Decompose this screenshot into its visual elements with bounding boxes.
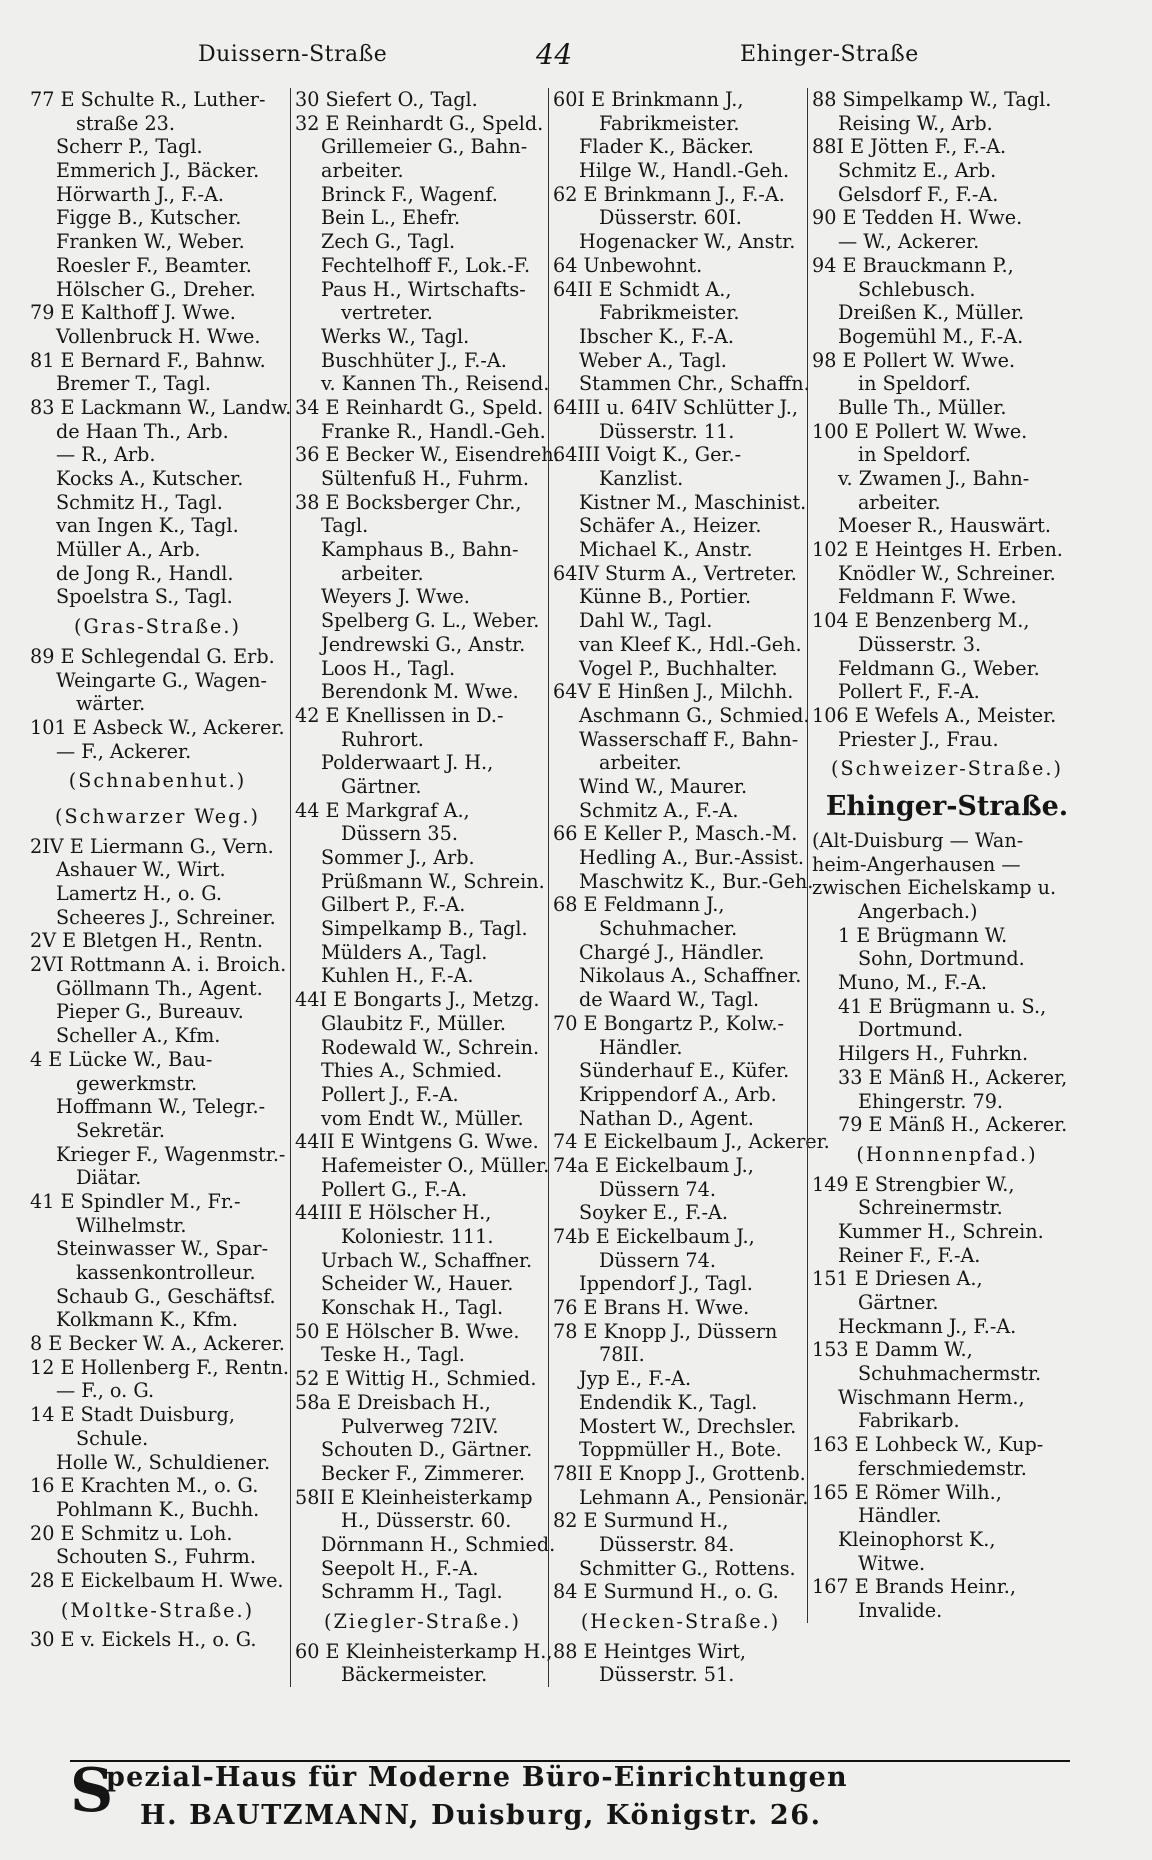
directory-entry-line: 74b E Eickelbaum J., — [553, 1225, 755, 1248]
directory-entry-line: 81 E Bernard F., Bahnw. — [30, 348, 266, 372]
directory-entry-line: 38 E Bocksberger Chr., — [295, 490, 522, 514]
directory-entry-line: 76 E Brans H. Wwe. — [553, 1296, 750, 1320]
directory-entry-line: 74a E Eickelbaum J., — [553, 1153, 754, 1177]
directory-entry-line: Pollert F., F.-A. — [838, 680, 980, 704]
directory-entry-line: Kamphaus B., Bahn- — [321, 538, 519, 562]
directory-entry-line: Düsserstr. 51. — [599, 1663, 735, 1687]
directory-entry-line: Feldmann F. Wwe. — [838, 585, 1017, 609]
directory-entry-line: Grillemeier G., Bahn- — [321, 135, 528, 159]
directory-entry-line: Schule. — [76, 1426, 149, 1450]
directory-entry-line: Lehmann A., Pensionär. — [579, 1485, 809, 1509]
directory-entry-line: 58II E Kleinheisterkamp — [295, 1485, 533, 1509]
directory-entry-line: Gilbert P., F.-A. — [321, 893, 466, 917]
directory-entry-line: Sekretär. — [76, 1118, 165, 1142]
directory-entry-line: 84 E Surmund H., o. G. — [553, 1580, 779, 1604]
directory-entry-line: Künne B., Portier. — [579, 585, 752, 609]
directory-entry-line: Koloniestr. 111. — [341, 1225, 494, 1248]
directory-entry-line: Scheller A., Kfm. — [56, 1024, 221, 1048]
directory-entry-line: Tagl. — [321, 514, 369, 538]
directory-entry-line: 8 E Becker W. A., Ackerer. — [30, 1332, 285, 1356]
directory-entry-line: Reiner F., F.-A. — [838, 1243, 981, 1267]
directory-entry-line: Spelberg G. L., Weber. — [321, 609, 540, 633]
directory-entry-line: 66 E Keller P., Masch.-M. — [553, 822, 798, 846]
directory-entry-line: Pollert G., F.-A. — [321, 1177, 468, 1201]
directory-entry-line: 4 E Lücke W., Bau- — [30, 1047, 213, 1071]
directory-entry-line: 52 E Wittig H., Schmied. — [295, 1367, 537, 1391]
directory-entry-line: 167 E Brands Heinr., — [812, 1575, 1016, 1599]
directory-entry-line: 34 E Reinhardt G., Speld. — [295, 395, 544, 419]
directory-column-3 — [548, 88, 830, 1687]
directory-entry-line: 62 E Brinkmann J., F.-A. — [553, 182, 785, 206]
directory-entry-line: Gärtner. — [858, 1291, 939, 1314]
directory-entry-line: Göllmann Th., Agent. — [56, 976, 263, 1000]
directory-entry-line: Reising W., Arb. — [838, 111, 993, 135]
directory-entry-line: 101 E Asbeck W., Ackerer. — [30, 715, 285, 739]
directory-entry-line: 88 Simpelkamp W., Tagl. — [812, 88, 1052, 111]
directory-entry-line: 1 E Brügmann W. — [838, 923, 1008, 947]
directory-entry-line: Prüßmann W., Schrein. — [321, 869, 545, 893]
directory-entry-line: Ashauer W., Wirt. — [56, 858, 226, 882]
directory-entry-line: Scherr P., Tagl. — [56, 135, 203, 159]
directory-entry-line: Fabrikmeister. — [599, 111, 740, 135]
directory-entry-line: Schreinermstr. — [858, 1196, 1003, 1220]
directory-entry-line: Zech G., Tagl. — [321, 230, 456, 254]
directory-entry-line: Mostert W., Drechsler. — [579, 1414, 797, 1438]
directory-entry-line: 89 E Schlegendal G. Erb. — [30, 644, 275, 668]
advertisement-banner — [70, 1756, 1070, 1840]
directory-entry-line: Moeser R., Hauswärt. — [838, 514, 1051, 538]
directory-entry-line: Buschhüter J., F.-A. — [321, 348, 507, 372]
directory-entry-line: Ruhrort. — [341, 727, 424, 751]
directory-entry-line: Schramm H., Tagl. — [321, 1580, 503, 1604]
directory-entry-line: 36 E Becker W., Eisendreh. — [295, 443, 560, 467]
directory-entry-line: vom Endt W., Müller. — [321, 1106, 524, 1130]
directory-entry-line: Schaub G., Geschäftsf. — [56, 1284, 276, 1308]
directory-entry-line: Franke R., Handl.-Geh. — [321, 419, 546, 443]
directory-entry-line: straße 23. — [76, 111, 175, 135]
directory-entry-line: Kummer H., Schrein. — [838, 1219, 1044, 1243]
advertisement-initial: S — [70, 1756, 114, 1826]
directory-entry-line: Ehingerstr. 79. — [858, 1089, 1004, 1113]
directory-entry-line: zwischen Eichelskamp u. — [812, 876, 1057, 900]
cross-street-label: (Schwarzer Weg.) — [55, 804, 260, 828]
directory-entry-line: in Speldorf. — [858, 372, 972, 396]
directory-entry-line: Hilgers H., Fuhrkn. — [838, 1042, 1029, 1066]
directory-entry-line: 100 E Pollert W. Wwe. — [812, 419, 1028, 443]
directory-entry-line: gewerkmstr. — [76, 1071, 198, 1095]
directory-entry-line: Sültenfuß H., Fuhrm. — [321, 467, 529, 490]
directory-entry-line: 30 E v. Eickels H., o. G. — [30, 1628, 257, 1652]
directory-entry-line: Toppmüller H., Bote. — [579, 1438, 782, 1462]
cross-street-label: (Schnabenhut.) — [68, 769, 247, 793]
directory-entry-line: Kanzlist. — [599, 467, 684, 490]
directory-entry-line: Teske H., Tagl. — [321, 1343, 465, 1367]
directory-entry-line: Bäckermeister. — [341, 1663, 488, 1687]
directory-entry-line: 83 E Lackmann W., Landw. — [30, 395, 292, 419]
directory-entry-line: 64IV Sturm A., Vertreter. — [553, 561, 797, 585]
directory-entry-line: Invalide. — [858, 1598, 943, 1622]
directory-entry-line: Gelsdorf F., F.-A. — [838, 182, 999, 206]
directory-entry-line: 88I E Jötten F., F.-A. — [812, 135, 1007, 159]
directory-entry-line: 60I E Brinkmann J., — [553, 88, 744, 111]
directory-entry-line: 28 E Eickelbaum H. Wwe. — [30, 1568, 284, 1592]
directory-entry-line: 90 E Tedden H. Wwe. — [812, 206, 1023, 230]
directory-entry-line: Schmitz H., Tagl. — [56, 490, 223, 514]
directory-entry-line: — W., Ackerer. — [838, 230, 980, 254]
cross-street-label: (Ziegler-Straße.) — [324, 1610, 521, 1633]
directory-entry-line: Kolkmann K., Kfm. — [56, 1308, 238, 1332]
directory-entry-line: Krippendorf A., Arb. — [579, 1082, 777, 1106]
directory-entry-line: Scheeres J., Schreiner. — [56, 905, 276, 929]
directory-entry-line: heim-Angerhausen — — [812, 852, 1021, 876]
directory-entry-line: Hölscher G., Dreher. — [56, 277, 256, 301]
directory-entry-line: 44II E Wintgens G. Wwe. — [295, 1130, 539, 1154]
directory-entry-line: Hafemeister O., Müller. — [321, 1153, 550, 1177]
directory-entry-line: 78II E Knopp J., Grottenb. — [553, 1461, 806, 1485]
directory-entry-line: Bulle Th., Müller. — [838, 395, 1007, 419]
directory-entry-line: ferschmiedemstr. — [858, 1456, 1027, 1480]
directory-entry-line: 2V E Bletgen H., Rentn. — [30, 929, 264, 953]
directory-entry-line: Endendik K., Tagl. — [579, 1390, 758, 1414]
directory-entry-line: Ippendorf J., Tagl. — [579, 1272, 753, 1296]
directory-entry-line: Dortmund. — [858, 1018, 964, 1042]
directory-entry-line: Franken W., Weber. — [56, 230, 245, 254]
directory-entry-line: 165 E Römer Wilh., — [812, 1480, 1002, 1504]
advertisement-line-1: pezial-Haus für Moderne Büro-Einrichtungen — [106, 1762, 848, 1793]
directory-entry-line: Berendonk M. Wwe. — [321, 680, 519, 704]
directory-entry-line: Aschmann G., Schmied. — [579, 703, 810, 727]
directory-entry-line: 106 E Wefels A., Meister. — [812, 703, 1057, 727]
directory-entry-line: Becker F., Zimmerer. — [321, 1461, 525, 1485]
directory-entry-line: Schlebusch. — [858, 277, 976, 301]
directory-entry-line: Spoelstra S., Tagl. — [56, 585, 233, 609]
directory-entry-line: Rodewald W., Schrein. — [321, 1035, 540, 1059]
directory-entry-line: — F., Ackerer. — [56, 739, 192, 763]
directory-entry-line: Fabrikmeister. — [599, 301, 740, 325]
directory-entry-line: Jendrewski G., Anstr. — [321, 632, 526, 656]
directory-entry-line: Polderwaart J. H., — [321, 751, 494, 775]
directory-entry-line: Diätar. — [76, 1166, 142, 1190]
directory-entry-line: Düsserstr. 60I. — [599, 206, 742, 230]
directory-entry-line: 104 E Benzenberg M., — [812, 609, 1030, 633]
directory-entry-line: Scheider W., Hauer. — [321, 1272, 514, 1296]
directory-entry-line: Seepolt H., F.-A. — [321, 1556, 479, 1580]
directory-entry-line: Vollenbruck H. Wwe. — [56, 324, 261, 348]
directory-entry-line: Wischmann Herm., — [838, 1385, 1025, 1409]
directory-entry-line: Glaubitz F., Müller. — [321, 1011, 507, 1035]
directory-entry-line: Bein L., Ehefr. — [321, 206, 461, 230]
directory-entry-line: arbeiter. — [858, 490, 941, 514]
directory-entry-line: Brinck F., Wagenf. — [321, 182, 498, 206]
header-street-right: Ehinger-Straße — [740, 42, 919, 67]
directory-entry-line: Steinwasser W., Spar- — [56, 1237, 269, 1261]
directory-entry-line: Düssern 35. — [341, 822, 458, 846]
directory-entry-line: 30 Siefert O., Tagl. — [295, 88, 478, 111]
directory-entry-line: Flader K., Bäcker. — [579, 135, 754, 159]
directory-entry-line: van Kleef K., Hdl.-Geh. — [579, 632, 802, 656]
cross-street-label: (Honnnenpfad.) — [856, 1142, 1038, 1166]
directory-entry-line: Düssern 74. — [599, 1248, 716, 1272]
directory-entry-line: 33 E Mänß H., Ackerer, — [838, 1065, 1068, 1089]
directory-entry-line: Witwe. — [858, 1551, 926, 1575]
cross-street-label: (Gras-Straße.) — [74, 615, 241, 639]
directory-entry-line: Düsserstr. 11. — [599, 419, 735, 443]
page-number: 44 — [536, 38, 573, 71]
directory-entry-line: Schmitz A., F.-A. — [579, 798, 739, 822]
directory-entry-line: Paus H., Wirtschafts- — [321, 277, 526, 301]
directory-entry-line: Schmitter G., Rottens. — [579, 1556, 796, 1580]
directory-entry-line: Gärtner. — [341, 774, 422, 798]
directory-entry-line: 41 E Spindler M., Fr.- — [30, 1189, 241, 1213]
directory-entry-line: wärter. — [76, 692, 146, 716]
directory-entry-line: Sommer J., Arb. — [321, 846, 475, 869]
directory-entry-line: Schouten D., Gärtner. — [321, 1438, 533, 1462]
directory-entry-line: Kleinophorst K., — [838, 1527, 996, 1551]
directory-entry-line: 50 E Hölscher B. Wwe. — [295, 1319, 520, 1343]
directory-entry-line: Händler. — [599, 1035, 683, 1059]
directory-entry-line: 2IV E Liermann G., Vern. — [30, 834, 274, 858]
directory-entry-line: Chargé J., Händler. — [579, 940, 765, 964]
directory-entry-line: Schäfer A., Heizer. — [579, 514, 762, 538]
directory-entry-line: Werks W., Tagl. — [321, 324, 470, 348]
directory-entry-line: Hoffmann W., Telegr.- — [56, 1095, 266, 1119]
directory-entry-line: Dreißen K., Müller. — [838, 301, 1025, 325]
directory-entry-line: Stammen Chr., Schaffn. — [579, 372, 810, 396]
directory-entry-line: 78 E Knopp J., Düssern — [553, 1319, 778, 1343]
directory-entry-line: in Speldorf. — [858, 443, 972, 467]
directory-entry-line: Weingarte G., Wagen- — [56, 668, 267, 692]
advertisement-line-2: H. BAUTZMANN, Duisburg, Königstr. 26. — [140, 1800, 822, 1831]
directory-entry-line: 78II. — [599, 1343, 645, 1367]
directory-entry-line: 68 E Feldmann J., — [553, 893, 725, 917]
directory-entry-line: 20 E Schmitz u. Loh. — [30, 1521, 233, 1545]
directory-entry-line: Düsserstr. 3. — [858, 632, 982, 656]
directory-entry-line: 151 E Driesen A., — [812, 1267, 983, 1291]
directory-entry-line: 98 E Pollert W. Wwe. — [812, 348, 1016, 372]
directory-entry-line: Nathan D., Agent. — [579, 1106, 754, 1130]
directory-entry-line: 74 E Eickelbaum J., Ackerer. — [553, 1130, 830, 1154]
directory-entry-line: 153 E Damm W., — [812, 1338, 973, 1362]
directory-entry-line: Priester J., Frau. — [838, 727, 999, 751]
directory-entry-line: 79 E Kalthoff J. Wwe. — [30, 301, 236, 325]
directory-entry-line: Sohn, Dortmund. — [858, 947, 1025, 971]
directory-entry-line: Dahl W., Tagl. — [579, 609, 713, 633]
directory-entry-line: Weber A., Tagl. — [579, 348, 727, 372]
directory-entry-line: Feldmann G., Weber. — [838, 656, 1040, 680]
directory-entry-line: Bogemühl M., F.-A. — [838, 324, 1024, 348]
directory-entry-line: 14 E Stadt Duisburg, — [30, 1403, 235, 1427]
directory-entry-line: Weyers J. Wwe. — [321, 585, 470, 609]
directory-entry-line: 102 E Heintges H. Erben. — [812, 538, 1063, 562]
directory-entry-line: 149 E Strengbier W., — [812, 1172, 1015, 1196]
directory-entry-line: Krieger F., Wagenmstr.- — [56, 1142, 286, 1166]
directory-entry-line: Schuhmacher. — [599, 917, 738, 941]
directory-entry-line: Schuhmachermstr. — [858, 1362, 1042, 1386]
directory-entry-line: Fabrikarb. — [858, 1409, 960, 1433]
directory-entry-line: 64II E Schmidt A., — [553, 277, 732, 301]
directory-entry-line: Bremer T., Tagl. — [56, 372, 211, 396]
directory-entry-line: arbeiter. — [599, 751, 682, 775]
directory-entry-line: Kuhlen H., F.-A. — [321, 964, 474, 988]
directory-entry-line: Pohlmann K., Buchh. — [56, 1497, 260, 1521]
page-header — [0, 38, 1152, 82]
directory-entry-line: Knödler W., Schreiner. — [838, 561, 1056, 585]
directory-entry-line: Emmerich J., Bäcker. — [56, 159, 260, 183]
directory-entry-line: Lamertz H., o. G. — [56, 882, 223, 905]
directory-entry-line: Pollert J., F.-A. — [321, 1082, 459, 1106]
directory-entry-line: 16 E Krachten M., o. G. — [30, 1474, 259, 1498]
directory-entry-line: van Ingen K., Tagl. — [56, 514, 239, 538]
directory-entry-line: 64 Unbewohnt. — [553, 253, 703, 277]
directory-entry-line: 60 E Kleinheisterkamp H., — [295, 1639, 553, 1663]
directory-entry-line: arbeiter. — [321, 159, 404, 183]
cross-street-label: (Schweizer-Straße.) — [831, 757, 1063, 781]
directory-entry-line: Hilge W., Handl.-Geh. — [579, 159, 790, 183]
directory-entry-line: kassenkontrolleur. — [76, 1261, 256, 1284]
directory-entry-line: 58a E Dreisbach H., — [295, 1390, 491, 1414]
directory-entry-line: 64III Voigt K., Ger.- — [553, 443, 742, 467]
directory-entry-line: H., Düsserstr. 60. — [341, 1509, 512, 1533]
directory-entry-line: 82 E Surmund H., — [553, 1509, 729, 1533]
directory-entry-line: Hogenacker W., Anstr. — [579, 230, 796, 254]
directory-entry-line: Mülders A., Tagl. — [321, 940, 488, 964]
directory-entry-line: de Waard W., Tagl. — [579, 988, 760, 1012]
street-heading: Ehinger-Straße. — [825, 790, 1069, 822]
directory-entry-line: 2VI Rottmann A. i. Broich. — [30, 953, 287, 977]
directory-entry-line: Simpelkamp B., Tagl. — [321, 917, 528, 941]
directory-entry-line: Thies A., Schmied. — [321, 1059, 503, 1083]
directory-entry-line: v. Zwamen J., Bahn- — [838, 467, 1030, 490]
directory-entry-line: Wind W., Maurer. — [579, 774, 748, 798]
directory-entry-line: 12 E Hollenberg F., Rentn. — [30, 1355, 290, 1379]
directory-entry-line: 163 E Lohbeck W., Kup- — [812, 1433, 1044, 1457]
directory-entry-line: Düssern 74. — [599, 1177, 716, 1201]
cross-street-label: (Hecken-Straße.) — [580, 1610, 781, 1633]
directory-entry-line: Holle W., Schuldiener. — [56, 1450, 271, 1474]
directory-column-1 — [30, 88, 292, 1652]
directory-entry-line: Maschwitz K., Bur.-Geh. — [579, 869, 814, 893]
directory-entry-line: Nikolaus A., Schaffner. — [579, 964, 802, 988]
directory-entry-line: — R., Arb. — [56, 443, 156, 467]
cross-street-label: (Moltke-Straße.) — [60, 1598, 255, 1622]
directory-entry-line: de Jong R., Handl. — [56, 561, 234, 585]
directory-entry-line: Schouten S., Fuhrm. — [56, 1545, 256, 1569]
directory-entry-line: Kocks A., Kutscher. — [56, 467, 244, 490]
directory-entry-line: — F., o. G. — [56, 1379, 155, 1403]
directory-entry-line: Michael K., Anstr. — [579, 538, 753, 562]
directory-entry-line: 88 E Heintges Wirt, — [553, 1639, 746, 1663]
directory-entry-line: Kistner M., Maschinist. — [579, 490, 807, 514]
directory-entry-line: 44I E Bongarts J., Metzg. — [295, 988, 540, 1012]
directory-entry-line: Figge B., Kutscher. — [56, 206, 242, 230]
directory-entry-line: Düsserstr. 84. — [599, 1532, 735, 1556]
directory-column-4 — [807, 88, 1082, 1623]
directory-entry-line: Wilhelmstr. — [76, 1213, 187, 1237]
directory-entry-line: v. Kannen Th., Reisend. — [321, 372, 550, 396]
directory-entry-line: Muno, M., F.-A. — [838, 971, 987, 995]
directory-entry-line: Konschak H., Tagl. — [321, 1296, 504, 1320]
directory-entry-line: Urbach W., Schaffner. — [321, 1248, 533, 1272]
directory-entry-line: Sünderhauf E., Küfer. — [579, 1059, 790, 1083]
directory-entry-line: 79 E Mänß H., Ackerer. — [838, 1113, 1068, 1137]
directory-entry-line: 64III u. 64IV Schlütter J., — [553, 395, 798, 419]
directory-entry-line: de Haan Th., Arb. — [56, 419, 229, 443]
directory-column-2 — [290, 88, 560, 1687]
directory-entry-line: (Alt-Duisburg — Wan- — [812, 828, 1024, 852]
directory-entry-line: Jyp E., F.-A. — [579, 1367, 692, 1391]
directory-entry-line: 64V E Hinßen J., Milchh. — [553, 680, 794, 704]
directory-entry-line: Pieper G., Bureauv. — [56, 1000, 244, 1024]
directory-entry-line: Müller A., Arb. — [56, 538, 201, 562]
directory-entry-line: Loos H., Tagl. — [321, 656, 456, 680]
directory-entry-line: Pulverweg 72IV. — [341, 1414, 499, 1438]
directory-entry-line: arbeiter. — [341, 561, 424, 585]
directory-entry-line: Roesler F., Beamter. — [56, 253, 252, 277]
directory-entry-line: Fechtelhoff F., Lok.-F. — [321, 253, 531, 277]
directory-entry-line: Wasserschaff F., Bahn- — [579, 727, 799, 751]
directory-entry-line: Heckmann J., F.-A. — [838, 1314, 1017, 1338]
directory-entry-line: Dörnmann H., Schmied. — [321, 1532, 556, 1556]
directory-entry-line: 42 E Knellissen in D.- — [295, 703, 504, 727]
directory-entry-line: Ibscher K., F.-A. — [579, 324, 734, 348]
header-street-left: Duissern-Straße — [198, 42, 388, 67]
directory-entry-line: 44III E Hölscher H., — [295, 1201, 492, 1225]
directory-entry-line: Hedling A., Bur.-Assist. — [579, 846, 804, 869]
directory-entry-line: 41 E Brügmann u. S., — [838, 994, 1047, 1018]
directory-entry-line: 77 E Schulte R., Luther- — [30, 88, 266, 111]
directory-entry-line: vertreter. — [341, 301, 433, 325]
directory-entry-line: 32 E Reinhardt G., Speld. — [295, 111, 544, 135]
directory-entry-line: Händler. — [858, 1504, 942, 1528]
directory-entry-line: 70 E Bongartz P., Kolw.- — [553, 1011, 784, 1035]
directory-entry-line: Angerbach.) — [858, 900, 978, 923]
directory-entry-line: Hörwarth J., F.-A. — [56, 182, 225, 206]
directory-entry-line: 44 E Markgraf A., — [295, 798, 470, 822]
directory-entry-line: Vogel P., Buchhalter. — [579, 656, 778, 680]
directory-entry-line: Soyker E., F.-A. — [579, 1201, 728, 1225]
directory-entry-line: 94 E Brauckmann P., — [812, 253, 1014, 277]
directory-entry-line: Schmitz E., Arb. — [838, 159, 997, 183]
